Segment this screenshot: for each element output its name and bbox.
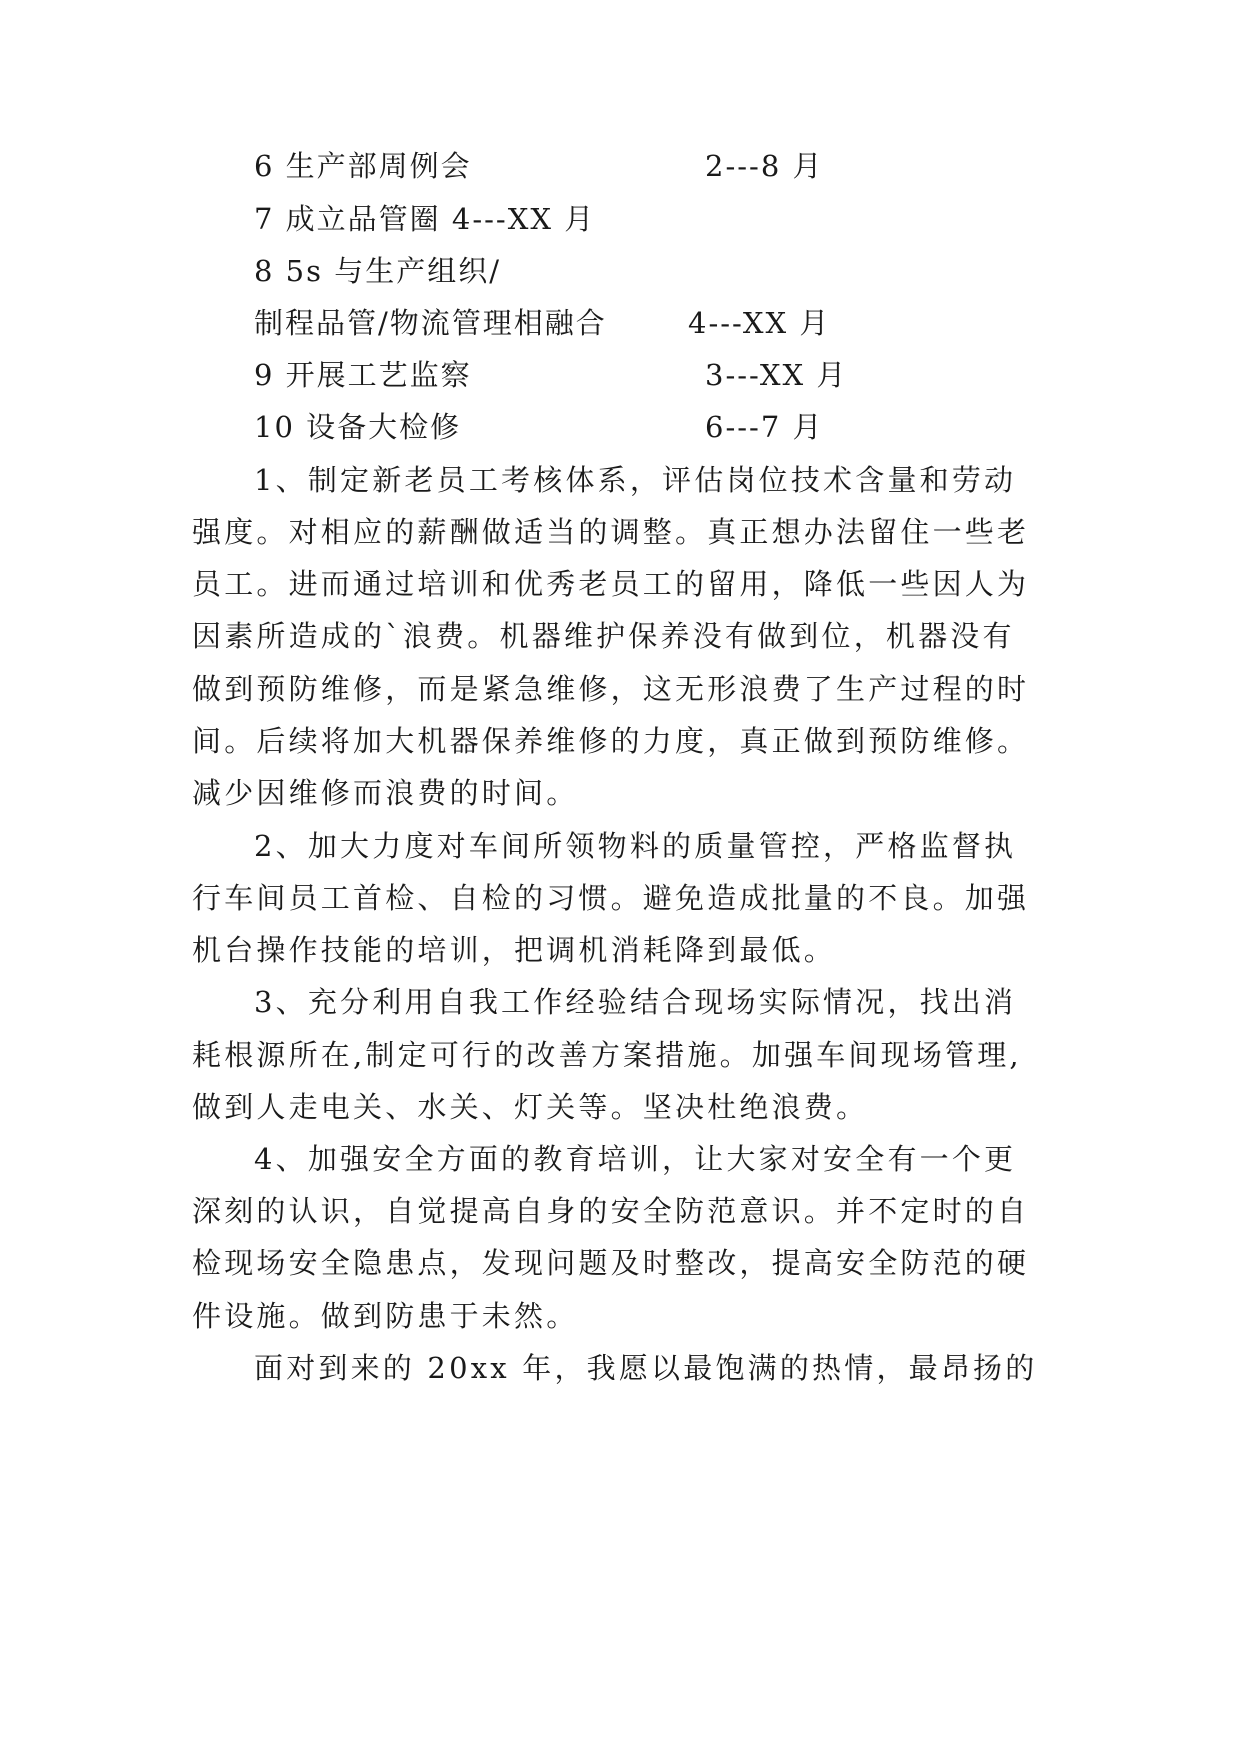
paragraph-line: 面对到来的 20xx 年，我愿以最饱满的热情，最昂扬的 (254, 1351, 1038, 1385)
paragraph-line: 做到人走电关、水关、灯关等。坚决杜绝浪费。 (192, 1090, 869, 1124)
paragraph-line: 耗根源所在,制定可行的改善方案措施。加强车间现场管理, (192, 1038, 1022, 1072)
paragraph-line: 员工。进而通过培训和优秀老员工的留用，降低一些因人为 (192, 567, 1030, 601)
paragraph-line: 行车间员工首检、自检的习惯。避免造成批量的不良。加强 (192, 881, 1030, 915)
schedule-time-6: 2---8 月 (705, 149, 824, 183)
schedule-item-8: 8 5s 与生产组织/ (254, 254, 501, 288)
schedule-item-8-cont: 制程品管/物流管理相融合 (254, 306, 607, 340)
paragraph-line: 件设施。做到防患于未然。 (192, 1299, 579, 1333)
schedule-item-10: 10 设备大检修 (254, 410, 462, 444)
paragraph-line: 深刻的认识，自觉提高自身的安全防范意识。并不定时的自 (192, 1194, 1030, 1228)
schedule-item-9: 9 开展工艺监察 (254, 358, 472, 392)
paragraph-line: 3、充分利用自我工作经验结合现场实际情况，找出消 (254, 985, 1017, 1019)
paragraph-line: 间。后续将加大机器保养维修的力度，真正做到预防维修。 (192, 724, 1030, 758)
paragraph-line: 强度。对相应的薪酬做适当的调整。真正想办法留住一些老 (192, 515, 1030, 549)
schedule-time-9: 3---XX 月 (705, 358, 848, 392)
paragraph-line: 机台操作技能的培训，把调机消耗降到最低。 (192, 933, 837, 967)
paragraph-line: 2、加大力度对车间所领物料的质量管控，严格监督执 (254, 829, 1017, 863)
paragraph-line: 1、制定新老员工考核体系，评估岗位技术含量和劳动 (254, 463, 1017, 497)
paragraph-line: 做到预防维修，而是紧急维修，这无形浪费了生产过程的时 (192, 672, 1030, 706)
schedule-time-8: 4---XX 月 (688, 306, 831, 340)
paragraph-line: 检现场安全隐患点，发现问题及时整改，提高安全防范的硬 (192, 1246, 1030, 1280)
schedule-time-10: 6---7 月 (705, 410, 824, 444)
paragraph-line: 因素所造成的`浪费。机器维护保养没有做到位，机器没有 (192, 619, 1015, 653)
paragraph-line: 减少因维修而浪费的时间。 (192, 776, 579, 810)
schedule-item-6: 6 生产部周例会 (254, 149, 472, 183)
paragraph-line: 4、加强安全方面的教育培训，让大家对安全有一个更 (254, 1142, 1017, 1176)
schedule-item-7: 7 成立品管圈 4---XX 月 (254, 202, 596, 236)
